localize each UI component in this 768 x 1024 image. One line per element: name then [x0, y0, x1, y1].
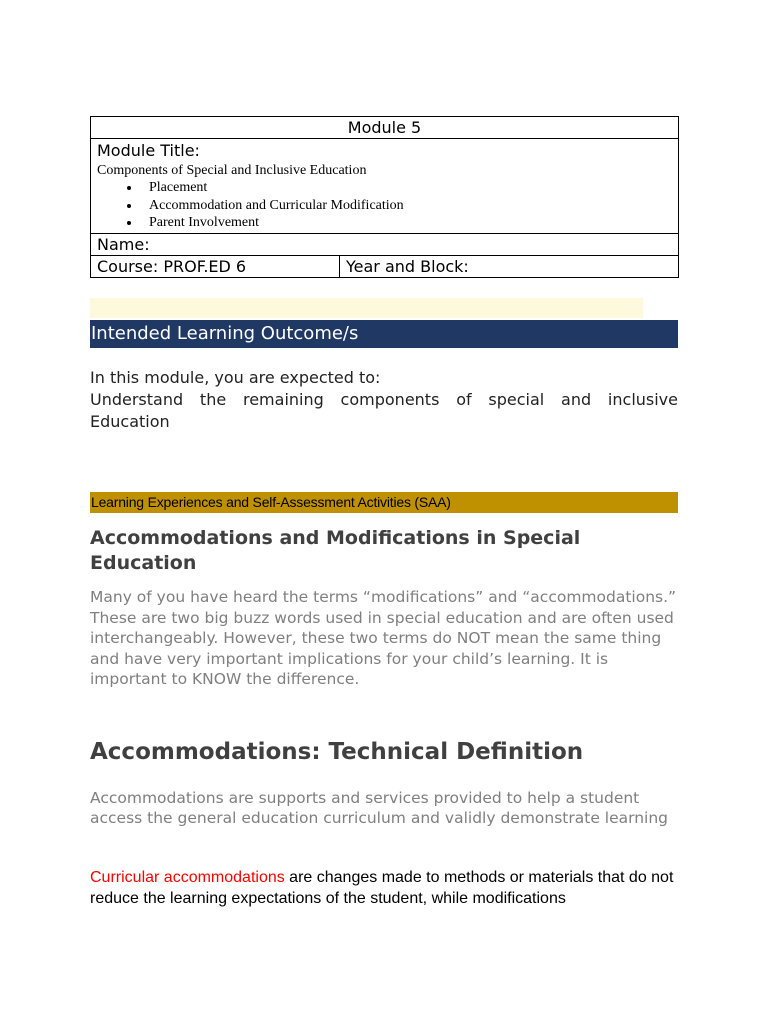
- course-field: Course: PROF.ED 6: [91, 255, 340, 277]
- curricular-accommodations-paragraph: [90, 867, 690, 909]
- module-info-table: [90, 116, 679, 278]
- ilo-outcome: Understand the remaining components of special and inclusive Education: [90, 390, 678, 431]
- curricular-accommodations-term: Curricular accommodations: [90, 869, 285, 886]
- technical-definition-paragraph: Accommodations are supports and services provided to help a student access the general education curriculum and validly demonstrate learning: [90, 789, 669, 827]
- saa-heading-bar: [90, 492, 678, 513]
- module-number: Module 5: [91, 117, 679, 139]
- name-field: Name:: [91, 233, 679, 255]
- module-title-label: Module Title:: [97, 141, 200, 160]
- module-title-text: Components of Special and Inclusive Education: [97, 163, 367, 178]
- technical-definition-heading: Accommodations: Technical Definition: [90, 739, 584, 765]
- list-item: • Accommodation and Curricular Modification: [141, 197, 672, 215]
- module-title-cell: [91, 139, 679, 234]
- ilo-intro: In this module, you are expected to:: [90, 368, 381, 387]
- curricular-accommodations-text: are changes made to methods or materials that do not reduce the learning expectations of the student, while modifications: [90, 869, 674, 907]
- highlight-strip: [90, 298, 643, 318]
- list-item: • Parent Involvement: [141, 214, 672, 232]
- year-block-field: Year and Block:: [340, 255, 679, 277]
- ilo-body: [90, 367, 678, 433]
- list-item: • Placement: [141, 179, 672, 197]
- accommodations-modifications-heading: Accommodations and Modifications in Special Education: [90, 527, 581, 574]
- ilo-heading: Intended Learning Outcome/s: [91, 323, 359, 344]
- accommodations-modifications-paragraph: Many of you have heard the terms “modifications” and “accommodations.” These are two big buzz words used in special education and are often used interchangeably. However, these two terms do NOT mean the same thing and have very important implications for your child’s learning. It is important to KNOW the difference.: [90, 588, 677, 689]
- ilo-heading-bar: [90, 320, 678, 348]
- module-topic-list: [97, 179, 672, 232]
- saa-heading: Learning Experiences and Self-Assessment Activities (SAA): [91, 494, 451, 510]
